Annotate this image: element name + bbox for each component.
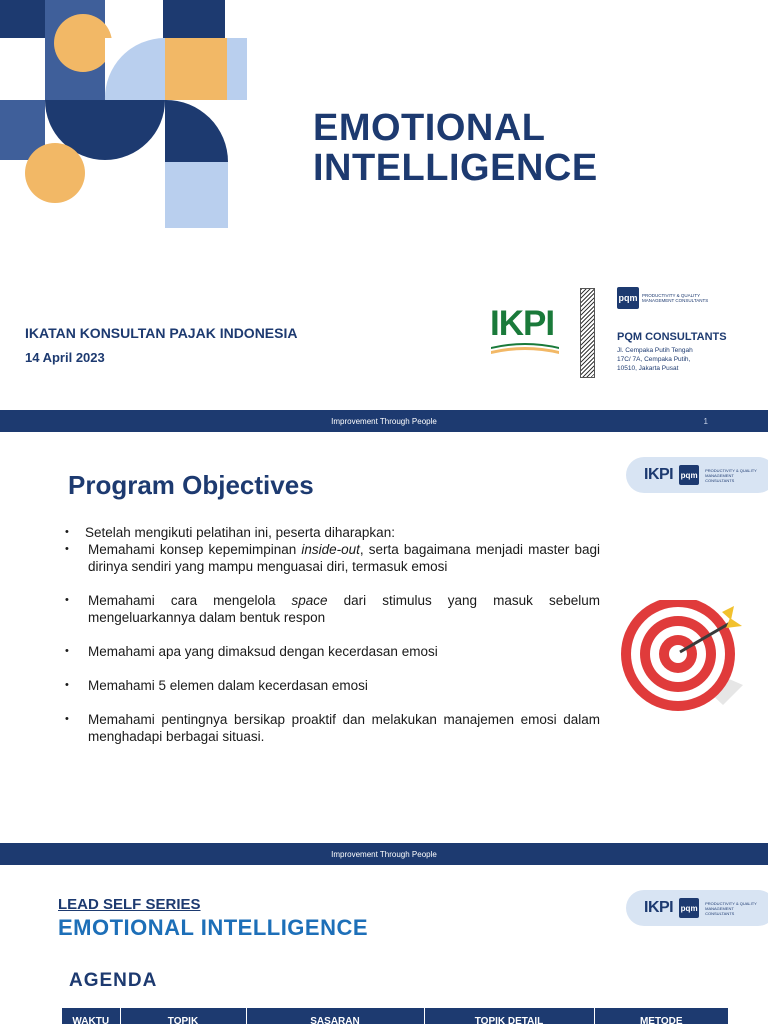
list-item: • Memahami cara mengelola space dari stimulus yang masuk sebelum mengeluarkannya dalam bentuk respon	[65, 592, 600, 626]
partner-logo-badge	[626, 457, 768, 493]
slide-footer	[0, 410, 768, 432]
ikpi-logo-text: IKPI	[644, 466, 674, 483]
objectives-list	[65, 524, 600, 745]
pqm-name: PQM CONSULTANTS	[617, 331, 727, 343]
footer-slogan: Improvement Through People	[331, 849, 437, 859]
slide-title: EMOTIONAL INTELLIGENCE	[58, 915, 369, 940]
list-item: • Memahami apa yang dimaksud dengan kecerdasan emosi	[65, 643, 600, 660]
ikpi-logo	[490, 305, 560, 357]
pqm-tagline: PRODUCTIVITY & QUALITY MANAGEMENT CONSULTANTS	[642, 293, 709, 303]
agenda-heading: AGENDA	[69, 970, 158, 991]
pqm-logo-mark: pqm	[679, 465, 699, 485]
list-item: • Setelah mengikuti pelatihan ini, peserta diharapkan:	[65, 524, 600, 541]
pqm-address-line-3: 10510, Jakarta Pusat	[617, 365, 679, 372]
pqm-address	[617, 346, 747, 373]
column-header: WAKTU	[62, 1008, 120, 1024]
target-icon	[618, 600, 748, 712]
agenda-slide	[0, 865, 768, 1024]
geometric-decoration	[0, 0, 250, 232]
organization-name: IKATAN KONSULTAN PAJAK INDONESIA	[25, 325, 298, 341]
pqm-consultants-info	[617, 287, 747, 373]
list-item: • Memahami 5 elemen dalam kecerdasan emosi	[65, 677, 600, 694]
presentation-title	[313, 108, 598, 188]
slide-title: Program Objectives	[68, 470, 314, 500]
partner-logo-badge	[626, 890, 768, 926]
footer-slogan: Improvement Through People	[331, 416, 437, 426]
presentation-date: 14 April 2023	[25, 350, 105, 365]
page-number: 1	[703, 416, 708, 426]
table-header-row	[62, 1008, 729, 1024]
agenda-table	[62, 1008, 729, 1024]
column-header: METODE	[594, 1008, 729, 1024]
ikpi-logo-text: IKPI	[490, 304, 555, 343]
pqm-address-line-2: 17C/ 7A, Cempaka Putih,	[617, 356, 691, 363]
column-header: TOPIK	[120, 1008, 246, 1024]
hatched-divider	[580, 288, 595, 378]
objectives-slide	[0, 432, 768, 865]
list-item: • Memahami pentingnya bersikap proaktif dan melakukan manajemen emosi dalam menghadapi berbagai situasi.	[65, 711, 600, 745]
column-header: TOPIK DETAIL	[424, 1008, 594, 1024]
ikpi-wave-icon	[491, 341, 559, 355]
series-label: LEAD SELF SERIES	[58, 896, 201, 913]
title-slide	[0, 0, 768, 432]
pqm-address-line-1: Jl. Cempaka Putih Tengah	[617, 347, 693, 354]
column-header: SASARAN	[246, 1008, 424, 1024]
pqm-logo-mark: pqm	[679, 898, 699, 918]
pqm-tagline: PRODUCTIVITY & QUALITY MANAGEMENT CONSULTANTS	[705, 900, 757, 916]
ikpi-logo-text: IKPI	[644, 899, 674, 916]
slide-footer	[0, 843, 768, 865]
pqm-logo-mark: pqm	[617, 287, 639, 309]
title-line-2: INTELLIGENCE	[313, 147, 598, 189]
list-item: • Memahami konsep kepemimpinan inside-out, serta bagaimana menjadi master bagi dirinya sendiri yang mampu menguasai diri, termasuk emosi	[65, 541, 600, 575]
pqm-tagline: PRODUCTIVITY & QUALITY MANAGEMENT CONSULTANTS	[705, 467, 757, 483]
title-line-1: EMOTIONAL	[313, 107, 546, 149]
